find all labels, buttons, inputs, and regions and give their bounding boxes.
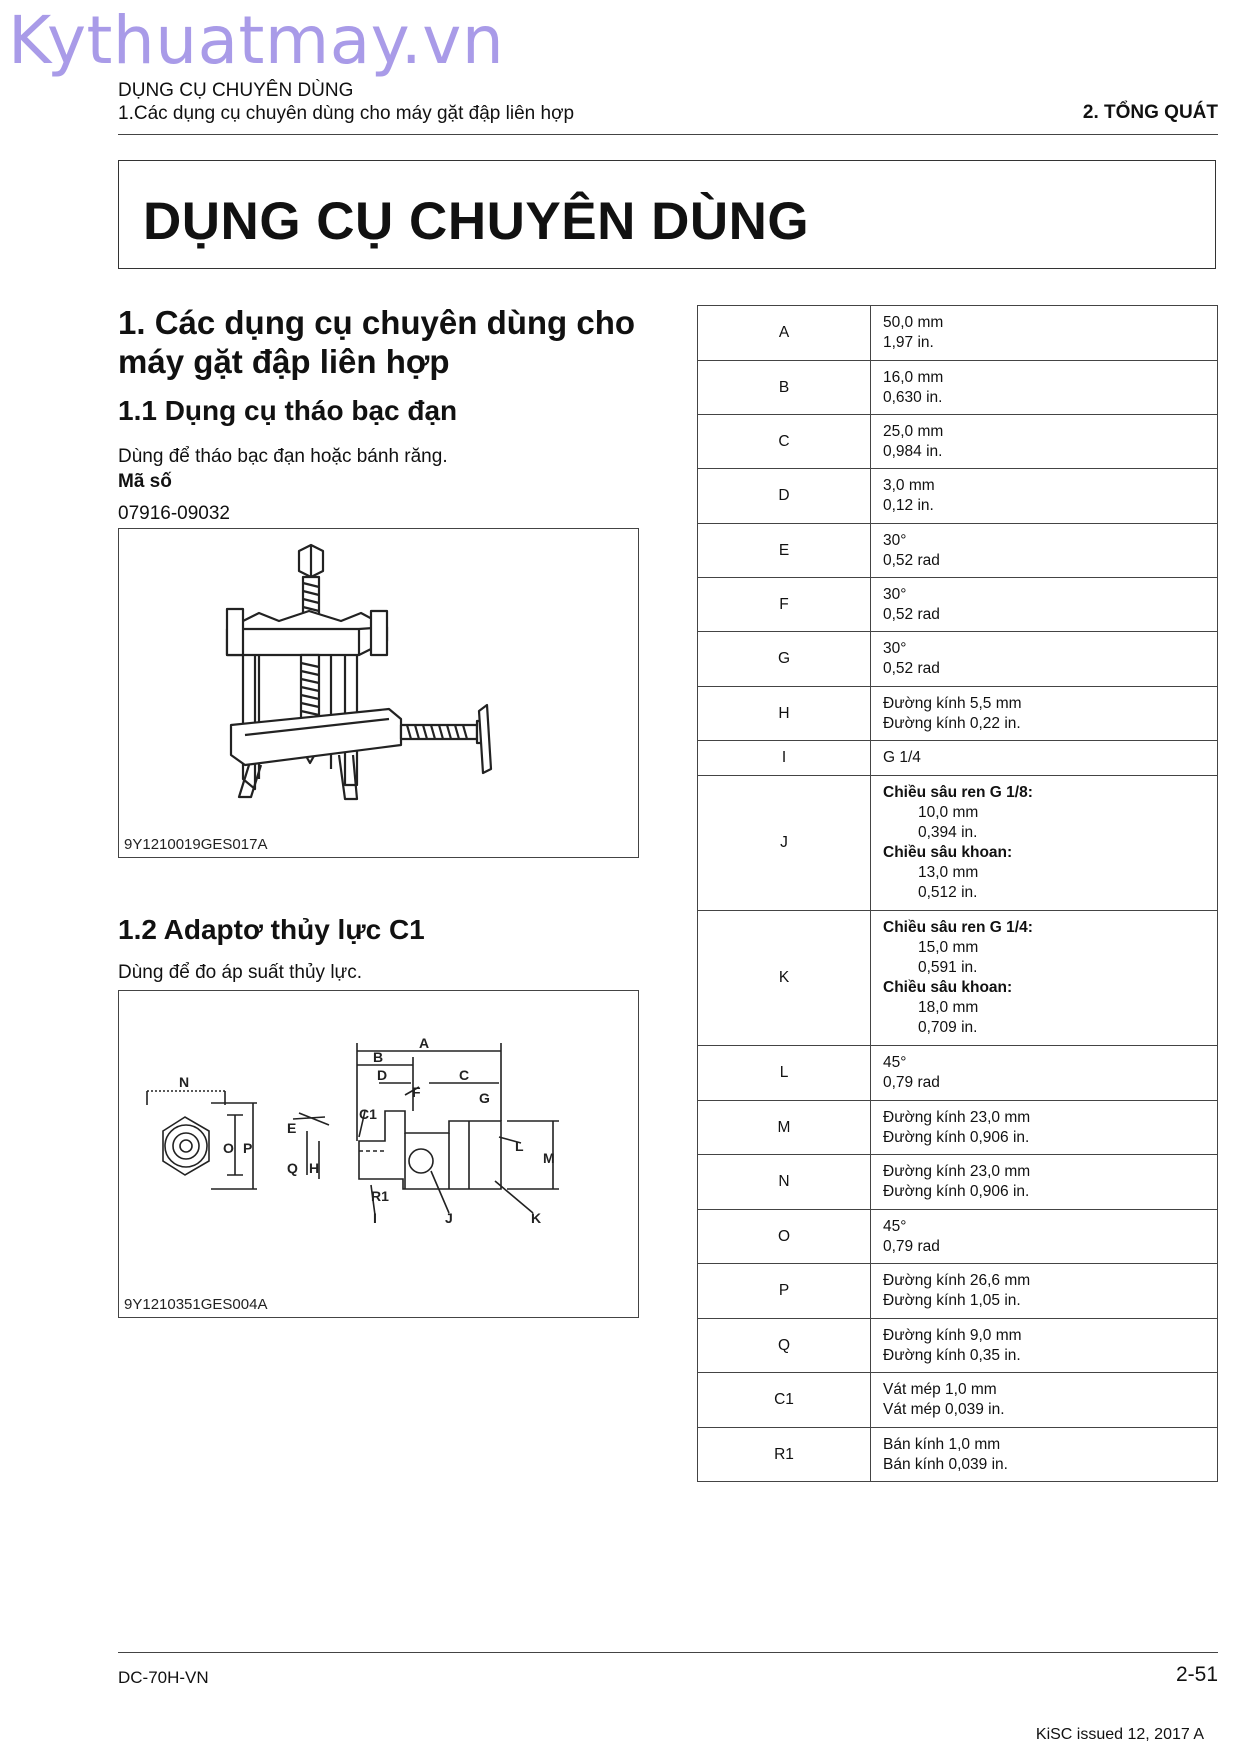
dim-label-e: E xyxy=(287,1120,297,1136)
row-label: R1 xyxy=(698,1428,871,1482)
table-row xyxy=(698,1373,1218,1428)
dim-label-r1: R1 xyxy=(371,1188,389,1204)
row-value: G 1/4 xyxy=(871,741,1218,776)
dim-label-c: C xyxy=(459,1067,470,1083)
row-value: Đường kính 5,5 mm Đường kính 0,22 in. xyxy=(871,687,1218,741)
dim-label-g: G xyxy=(479,1090,490,1106)
footer-issue: KiSC issued 12, 2017 A xyxy=(1035,1726,1204,1743)
dim-label-q: Q xyxy=(287,1160,298,1176)
row-value: 3,0 mm 0,12 in. xyxy=(871,469,1218,524)
dimension-spec-table xyxy=(697,305,1218,1482)
page-title: DỤNG CỤ CHUYÊN DÙNG xyxy=(143,192,810,251)
row-value: Đường kính 23,0 mm Đường kính 0,906 in. xyxy=(871,1155,1218,1210)
dim-label-f: F xyxy=(412,1084,421,1100)
dim-label-m: M xyxy=(543,1150,555,1166)
row-label: B xyxy=(698,361,871,415)
row-label: P xyxy=(698,1264,871,1319)
table-row xyxy=(698,687,1218,741)
row-label: F xyxy=(698,578,871,632)
dim-label-h: H xyxy=(309,1160,320,1176)
row-value: 25,0 mm 0,984 in. xyxy=(871,415,1218,469)
table-row xyxy=(698,1046,1218,1101)
row-label: E xyxy=(698,524,871,578)
row-label: A xyxy=(698,306,871,361)
footer-divider xyxy=(118,1652,1218,1653)
title-box xyxy=(118,160,1216,269)
subsection-heading-2: 1.2 Adaptơ thủy lực C1 xyxy=(118,914,425,945)
subsection-2-description: Dùng để đo áp suất thủy lực. xyxy=(118,962,363,983)
code-label: Mã số xyxy=(118,471,172,492)
row-label: J xyxy=(698,776,871,911)
table-row xyxy=(698,524,1218,578)
row-label: H xyxy=(698,687,871,741)
row-value: Chiều sâu ren G 1/4: 15,0 mm 0,591 in. Chiều sâu khoan: 18,0 mm 0,709 in. xyxy=(871,911,1218,1046)
table-row xyxy=(698,578,1218,632)
page-number: 2-51 xyxy=(1175,1663,1218,1686)
dim-label-a: A xyxy=(419,1035,430,1051)
row-value: 16,0 mm 0,630 in. xyxy=(871,361,1218,415)
row-label: D xyxy=(698,469,871,524)
row-label: O xyxy=(698,1210,871,1264)
hydraulic-adapter-figure xyxy=(118,990,639,1318)
row-value: 30° 0,52 rad xyxy=(871,578,1218,632)
footer-doc-code: DC-70H-VN xyxy=(118,1668,209,1687)
table-row xyxy=(698,1264,1218,1319)
watermark: Kythuatmay.vn xyxy=(8,2,505,79)
row-label: C1 xyxy=(698,1373,871,1428)
header-section: 2. TỔNG QUÁT xyxy=(1082,102,1218,123)
table-row xyxy=(698,1210,1218,1264)
row-label: G xyxy=(698,632,871,687)
table-row xyxy=(698,469,1218,524)
figure-1-caption: 9Y1210019GES017A xyxy=(124,836,268,853)
row-value: Bán kính 1,0 mm Bán kính 0,039 in. xyxy=(871,1428,1218,1482)
hydraulic-adapter-drawing xyxy=(119,991,638,1317)
dim-label-o: O xyxy=(223,1140,234,1156)
bearing-puller-illustration xyxy=(119,529,638,857)
dim-label-j: J xyxy=(445,1210,453,1226)
row-value: Đường kính 9,0 mm Đường kính 0,35 in. xyxy=(871,1319,1218,1373)
row-label: Q xyxy=(698,1319,871,1373)
dim-label-b: B xyxy=(373,1049,384,1065)
dim-label-n: N xyxy=(179,1074,190,1090)
figure-2-caption: 9Y1210351GES004A xyxy=(124,1296,268,1313)
bearing-puller-figure xyxy=(118,528,639,858)
table-row xyxy=(698,306,1218,361)
table-row xyxy=(698,741,1218,776)
table-row xyxy=(698,1428,1218,1482)
table-row xyxy=(698,361,1218,415)
row-label: M xyxy=(698,1101,871,1155)
table-row xyxy=(698,1101,1218,1155)
row-value: Đường kính 23,0 mm Đường kính 0,906 in. xyxy=(871,1101,1218,1155)
table-row xyxy=(698,415,1218,469)
table-row xyxy=(698,911,1218,1046)
row-label: C xyxy=(698,415,871,469)
table-row xyxy=(698,1155,1218,1210)
dim-label-d: D xyxy=(377,1067,388,1083)
subsection-1-description: Dùng để tháo bạc đạn hoặc bánh răng. xyxy=(118,446,448,467)
row-value: 45° 0,79 rad xyxy=(871,1046,1218,1101)
dim-label-k: K xyxy=(531,1210,542,1226)
dim-label-c1: C1 xyxy=(359,1106,377,1122)
dim-label-i: I xyxy=(373,1210,377,1226)
dim-label-p: P xyxy=(243,1140,253,1156)
header-chapter: DỤNG CỤ CHUYÊN DÙNG xyxy=(118,80,354,101)
row-label: I xyxy=(698,741,871,776)
row-value: 45° 0,79 rad xyxy=(871,1210,1218,1264)
row-value: Chiều sâu ren G 1/8: 10,0 mm 0,394 in. Chiều sâu khoan: 13,0 mm 0,512 in. xyxy=(871,776,1218,911)
row-label: L xyxy=(698,1046,871,1101)
row-value: 30° 0,52 rad xyxy=(871,524,1218,578)
row-value: 30° 0,52 rad xyxy=(871,632,1218,687)
row-value: 50,0 mm 1,97 in. xyxy=(871,306,1218,361)
header-divider xyxy=(118,134,1218,135)
row-label: N xyxy=(698,1155,871,1210)
table-row xyxy=(698,1319,1218,1373)
row-label: K xyxy=(698,911,871,1046)
part-code: 07916-09032 xyxy=(118,503,230,524)
subsection-heading-1: 1.1 Dụng cụ tháo bạc đạn xyxy=(118,395,458,426)
table-row xyxy=(698,776,1218,911)
row-value: Đường kính 26,6 mm Đường kính 1,05 in. xyxy=(871,1264,1218,1319)
row-value: Vát mép 1,0 mm Vát mép 0,039 in. xyxy=(871,1373,1218,1428)
section-heading: 1. Các dụng cụ chuyên dùng cho máy gặt đập liên hợp xyxy=(118,304,636,380)
header-subsection: 1.Các dụng cụ chuyên dùng cho máy gặt đập liên hợp xyxy=(118,103,575,124)
dim-label-l: L xyxy=(515,1138,524,1154)
table-row xyxy=(698,632,1218,687)
